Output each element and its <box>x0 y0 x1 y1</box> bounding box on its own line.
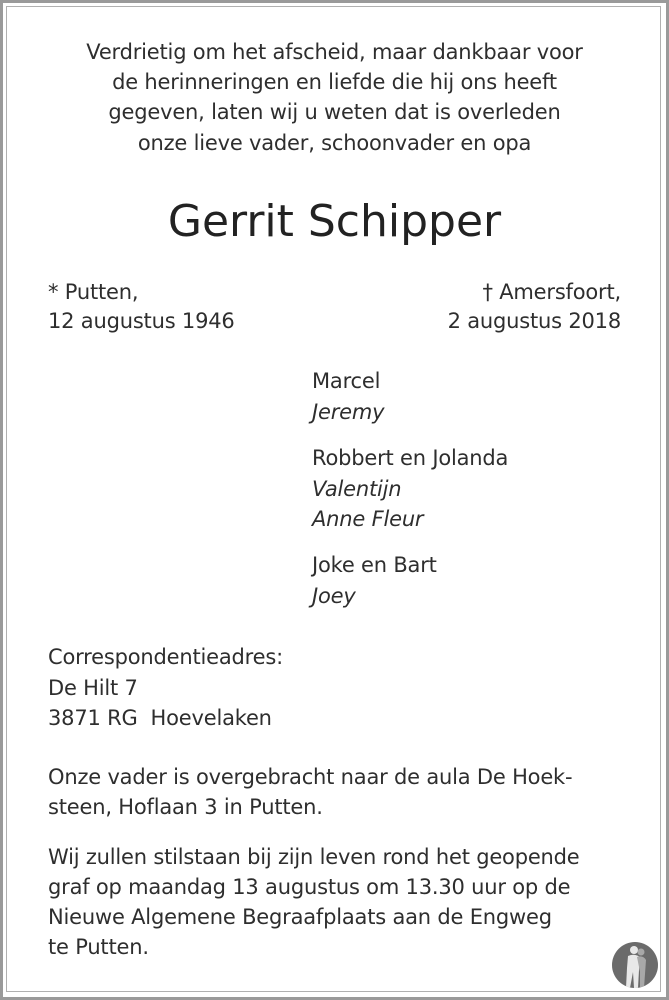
deceased-name: Gerrit Schipper <box>167 196 502 247</box>
birth-date: 12 augustus 1946 <box>48 309 235 333</box>
birth-place: * Putten, <box>48 280 139 304</box>
intro-line: Verdrietig om het afscheid, maar dankbaar voor <box>86 40 583 64</box>
grandchild: Valentijn <box>312 477 402 501</box>
grandchild: Joey <box>312 584 356 608</box>
death-date: 2 augustus 2018 <box>447 309 621 333</box>
embrace-logo-icon <box>612 942 658 988</box>
funeral-text: Nieuwe Algemene Begraafplaats aan de Engweg <box>48 905 552 929</box>
address-street: De Hilt 7 <box>48 676 138 700</box>
address-city: 3871 RG Hoevelaken <box>48 706 272 730</box>
funeral-text: graf op maandag 13 augustus om 13.30 uur op de <box>48 875 571 899</box>
grandchild: Jeremy <box>312 400 385 424</box>
transfer-text: Onze vader is overgebracht naar de aula De Hoek- <box>48 765 573 789</box>
grandchild: Anne Fleur <box>312 507 424 531</box>
intro-line: gegeven, laten wij u weten dat is overleden <box>108 100 561 124</box>
intro-line: de herinneringen en liefde die hij ons heeft <box>112 70 557 94</box>
transfer-text: steen, Hoflaan 3 in Putten. <box>48 795 323 819</box>
family-member: Robbert en Jolanda <box>312 446 509 470</box>
funeral-text: te Putten. <box>48 935 149 959</box>
address-label: Correspondentieadres: <box>48 645 283 669</box>
family-member: Marcel <box>312 369 381 393</box>
death-place: † Amersfoort, <box>482 280 621 304</box>
intro-line: onze lieve vader, schoonvader en opa <box>137 131 532 155</box>
family-member: Joke en Bart <box>312 553 437 577</box>
funeral-text: Wij zullen stilstaan bij zijn leven rond het geopende <box>48 845 580 869</box>
